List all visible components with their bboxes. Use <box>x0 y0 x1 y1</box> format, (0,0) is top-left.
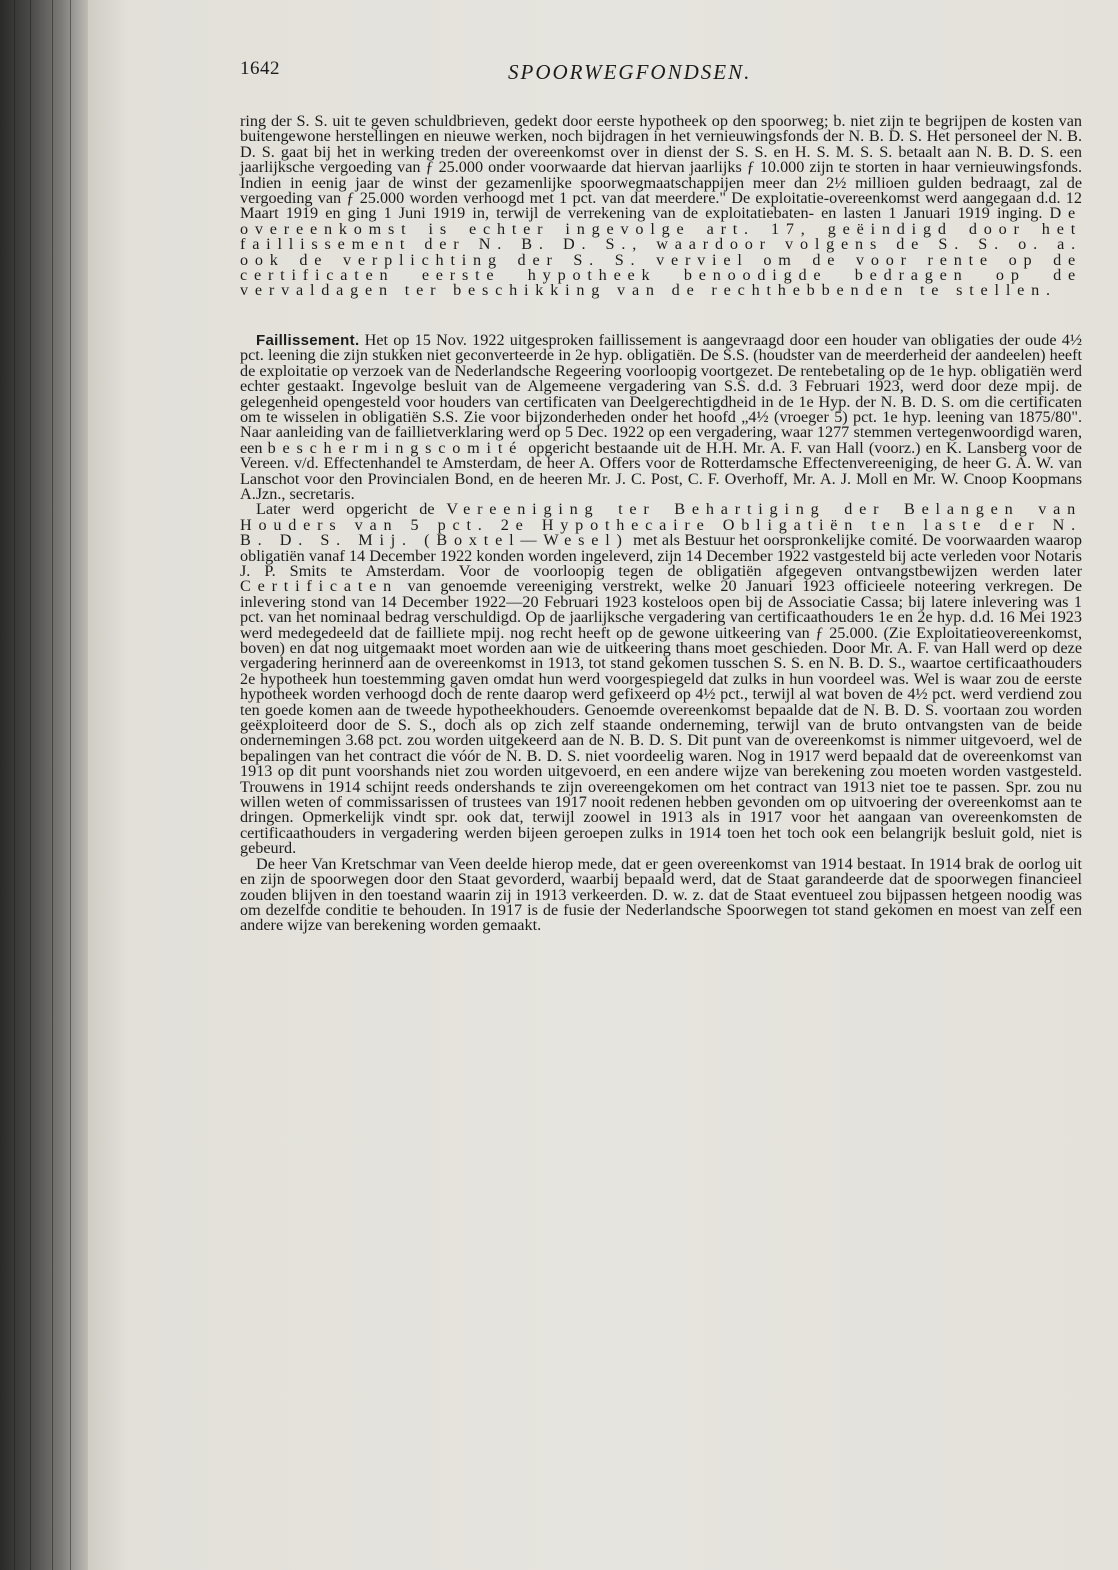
text-run: met als Bestuur het oorspronkelijke comité. De voorwaarden waarop obligatiën vanaf 14 December 1922 konden worden ingeleverd, zijn 14 December 1922 vastgesteld bij acte verleden voor Notaris J. P. Smits te Amsterdam. Voor de voorloopig tegen de obligatiën afgegeven ontvangstbewijzen werden later <box>240 531 1082 580</box>
paragraph-vereeniging <box>240 502 1082 856</box>
binding-edge-line <box>70 0 71 1570</box>
spaced-text: De overeenkomst is echter ingevolge art. 17, geëindigd door het faillissement der N. B. D. S., waardoor volgens de S. S. o. a. ook de verplichting der S. S. verviel om de voor rente op de certificaten eerste hypotheek benoodigde bedragen op de vervaldagen ter beschikking van de rechthebbenden te stellen. <box>240 204 1082 300</box>
text-run: van genoemde vereeniging verstrekt, welke 20 Januari 1923 officieele noteering verkregen. De inlevering stond van 14 December 1922—20 Februari 1923 kosteloos open bij de Associatie Cassa; bij latere inlevering was 1 pct. van het nominaal bedrag verschuldigd. Op de jaarlijksche vergadering van certificaathouders 1e en 2e hyp. d.d. 16 Mei 1923 werd medegedeeld dat de failliete mpij. nog recht heeft op de gewone uitkeering van ƒ 25.000. (Zie Exploitatieovereenkomst, boven) en dat nog uitgemaakt moet worden aan wie de uitkeering thans moet geschieden. Door Mr. A. F. van Hall werd op deze vergadering herinnerd aan de overeenkomst in 1913, tot stand gekomen tusschen S. S. en N. B. D. S., waartoe certificaathouders 2e hypotheek hun toestemming gaven omdat hun werd voorgespiegeld dat zulks in hun voordeel was. Wel is waar zou de eerste hypotheek worden verhoogd doch de rente daarop werd gefixeerd op 4½ pct., terwijl al wat boven de 4½ pct. werd verdiend zou ten goede komen aan de tweede hypotheekhouders. Genoemde overeenkomst bepaalde dat de N. B. D. S. voortaan zou worden geëxploiteerd door de S. S., doch als op zich zelf staande onderneming, terwijl van de bruto ontvangsten van de beide ondernemingen 3.68 pct. zou worden uitgekeerd aan de N. B. D. S. Dit punt van de overeenkomst is nimmer uitgevoerd, wel de bepalingen van het contract die vóór de N. B. D. S. niet voordeelig waren. Nog in 1917 werd bepaald dat de overeenkomst van 1913 op dit punt voorshands niet zou worden uitgevoerd, en een andere wijze van berekening zou moeten worden vastgesteld. Trouwens in 1914 schijnt reeds ondershands te zijn overeengekomen om het contract van 1913 niet toe te passen. Spr. zou nu willen weten of commissarissen of trustees van 1917 nooit redenen hebben gevonden om op uitvoering der overeenkomst aan te dringen. Opmerkelijk vindt spr. ook dat, terwijl zoowel in 1913 als in 1917 voor het aangaan van overeenkomsten de certificaathouders in vergadering werden bijeen geroepen zulks in 1914 toen het toch ook een belangrijk besluit gold, niet is gebeurd. <box>240 577 1082 858</box>
binding-edge-line <box>30 0 31 1570</box>
spaced-text: beschermingscomité <box>267 438 524 457</box>
spaced-text: Vereeniging ter Behartiging der Belangen van Houders van 5 pct. 2e Hypothecaire Obligatiën ten laste der N. B. D. S. Mij. (Boxtel—Wesel) <box>240 500 1082 550</box>
page-header <box>240 58 1090 88</box>
paragraph-faillissement <box>240 330 1082 503</box>
text-run: opgericht bestaande uit de H.H. Mr. A. F. van Hall (voorz.) en K. Lansberg voor de Vereen. v/d. Effectenhandel te Amsterdam, de heer A. Offers voor de Rotterdamsche Effectenvereeniging, de heer G. A. W. van Lanschot voor den Provincialen Bond, en de heeren Mr. J. C. Post, C. F. Overhoff, Mr. A. J. Moll en Mr. W. Cnoop Koopmans A.Jzn., secretaris. <box>240 438 1082 503</box>
binding-edge-line <box>14 0 15 1570</box>
binding-edge-line <box>52 0 53 1570</box>
text-run: ring der S. S. uit te geven schuldbrieven, gedekt door eerste hypotheek op den spoorweg; b. niet zijn te begrijpen de kosten van buitengewone herstellingen en nieuwe werken, noch bijdragen in het vernieuwingsfonds der N. B. D. S. Het personeel der N. B. D. S. gaat bij het in werking treden der overeenkomst over in dienst der S. S. en H. S. M. S. S. betaalt aan N. B. D. S. een jaarlijksche vergoeding van ƒ 25.000 onder voorwaarde dat hiervan jaarlijks ƒ 10.000 zijn te storten in haar vernieuwingsfonds. Indien in eenig jaar de winst der gezamenlijke spoorwegmaatschappijen meer dan 2½ millioen gulden bedraagt, zal de vergoeding van ƒ 25.000 worden verhoogd met 1 pct. van dat meerdere." De exploitatie-overeenkomst werd aangegaan d.d. 12 Maart 1919 en ging 1 Juni 1919 in, terwijl de verrekening van de exploitatiebaten- en lasten 1 Januari 1919 inging. <box>240 112 1082 223</box>
paragraph-exploitatie-overeenkomst <box>240 114 1082 299</box>
running-head: SPOORWEGFONDSEN. <box>508 60 752 84</box>
spaced-text: Certificaten <box>240 577 399 596</box>
section-heading: Faillissement. <box>256 331 360 349</box>
page-number: 1642 <box>240 58 280 79</box>
paragraph-kretschmar: De heer Van Kretschmar van Veen deelde hierop mede, dat er geen overeenkomst van 1914 bestaat. In 1914 brak de oorlog uit en zijn de spoorwegen door den Staat gevorderd, waarbij bepaald werd, dat de Staat garandeerde dat de spoorwegen financieel zouden blijven in den toestand waarin zij in 1913 verkeerden. D. w. z. dat de Staat eventueel zou bijpassen hetgeen noodig was om dezelfde conditie te behouden. In 1917 is de fusie der Nederlandsche Spoorwegen tot stand gekomen en moest van zelf een andere wijze van berekening worden gemaakt. <box>240 854 1082 935</box>
text-run: Het op 15 Nov. 1922 uitgesproken faillissement is aangevraagd door een houder van obligaties der oude 4½ pct. leening die zijn stukken niet geconverteerde in 2e hyp. obligatiën. De S.S. (houdster van de meerderheid der aandeelen) heeft de exploitatie op verzoek van de Nederlandsche Regeering voorloopig voortgezet. De rentebetaling op de 1e hyp. obligatiën werd echter gestaakt. Ingevolge besluit van de Algemeene vergadering van S.S. d.d. 3 Februari 1923, werd door deze mpij. de gelegenheid opengesteld voor houders van certificaten van Deelgerechtigdheid in de 1e Hyp. der N. B. D. S. om die certificaten om te wisselen in obligatiën S.S. Zie voor bijzonderheden onder het hoofd „4½ (vroeger 5) pct. 1e hyp. leening van 1875/80". Naar aanleiding van de faillietverklaring werd op 5 Dec. 1922 op een vergadering, waar 1277 stemmen vertegenwoordigd waren, een <box>240 330 1082 457</box>
book-binding <box>0 0 88 1570</box>
paragraph-gap <box>240 299 1082 333</box>
page-body <box>240 114 1082 934</box>
text-run: Later werd opgericht de <box>256 500 447 519</box>
